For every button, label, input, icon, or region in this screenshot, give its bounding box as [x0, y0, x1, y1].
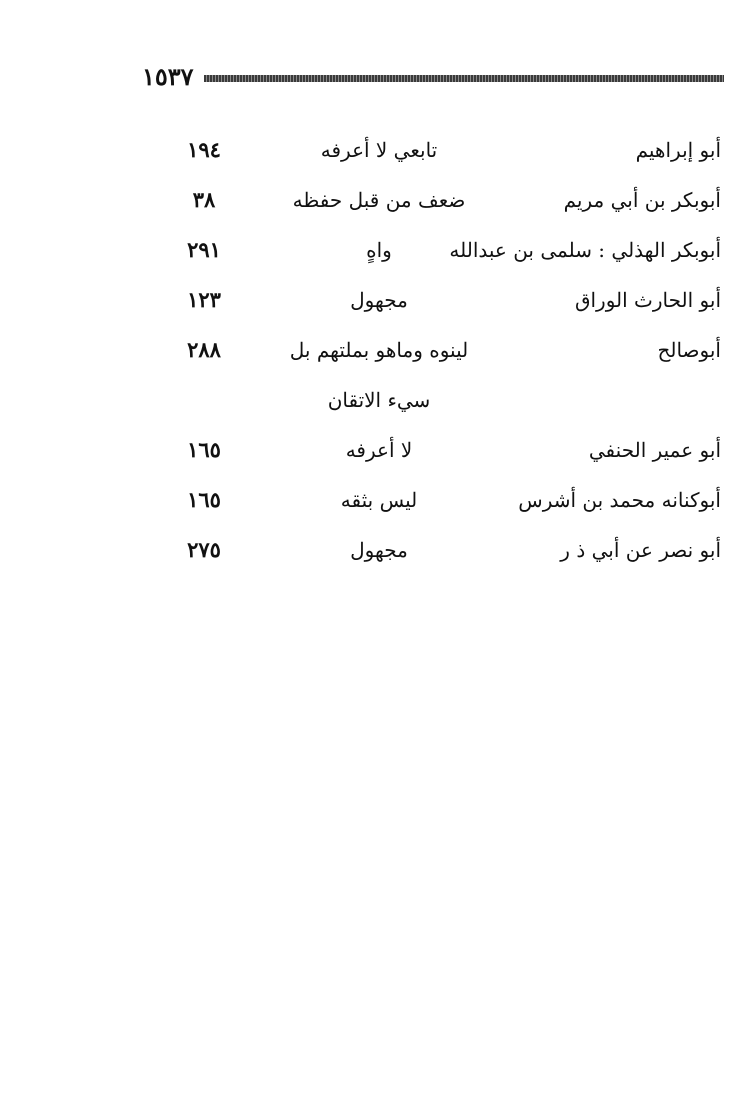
narrator-name: أبو نصر عن أبي ذ ر: [560, 538, 721, 562]
table-row: [0, 530, 747, 570]
narrator-status: مجهول: [350, 538, 408, 562]
narrator-status: واهٍ: [366, 238, 392, 262]
page-reference: ٢٨٨: [187, 337, 221, 362]
narrator-status: لا أعرفه: [345, 438, 413, 462]
narrator-status: لينوه وماهو بملتهم بل: [289, 338, 469, 362]
narrator-name: أبو إبراهيم: [635, 138, 721, 162]
page-reference: ٢٧٥: [187, 537, 221, 562]
narrator-name: أبوصالح: [657, 338, 721, 362]
narrator-name: أبو عمير الحنفي: [588, 438, 721, 462]
narrator-name: أبو الحارث الوراق: [574, 288, 721, 312]
narrator-status: سيء الاتقان: [327, 388, 431, 412]
narrator-status: ليس بثقه: [340, 488, 418, 512]
narrator-status: تابعي لا أعرفه: [320, 138, 438, 162]
narrator-status: ضعف من قبل حفظه: [292, 188, 466, 212]
page-reference: ١٩٤: [187, 137, 221, 162]
table-row: [0, 430, 747, 470]
page-reference: ١٦٥: [187, 437, 221, 462]
header-rule: [204, 75, 724, 82]
narrator-name: أبوبكر بن أبي مريم: [563, 188, 721, 212]
page-reference: ٢٩١: [187, 237, 221, 262]
table-row: [0, 230, 747, 270]
page-number: ١٥٣٧: [142, 62, 194, 91]
table-row: [0, 180, 747, 220]
page-reference: ١٢٣: [187, 287, 221, 312]
narrator-name: أبوكنانه محمد بن أشرس: [518, 488, 721, 512]
table-row: [0, 480, 747, 520]
narrator-status: مجهول: [350, 288, 408, 312]
page-header: [142, 64, 724, 90]
table-row: [0, 280, 747, 320]
table-row: [0, 130, 747, 170]
narrator-name: أبوبكر الهذلي : سلمى بن عبدالله: [449, 238, 721, 262]
page-reference: ١٦٥: [187, 487, 221, 512]
table-row: [0, 330, 747, 370]
page-reference: ٣٨: [192, 187, 216, 212]
table-row-continuation: [0, 380, 747, 420]
